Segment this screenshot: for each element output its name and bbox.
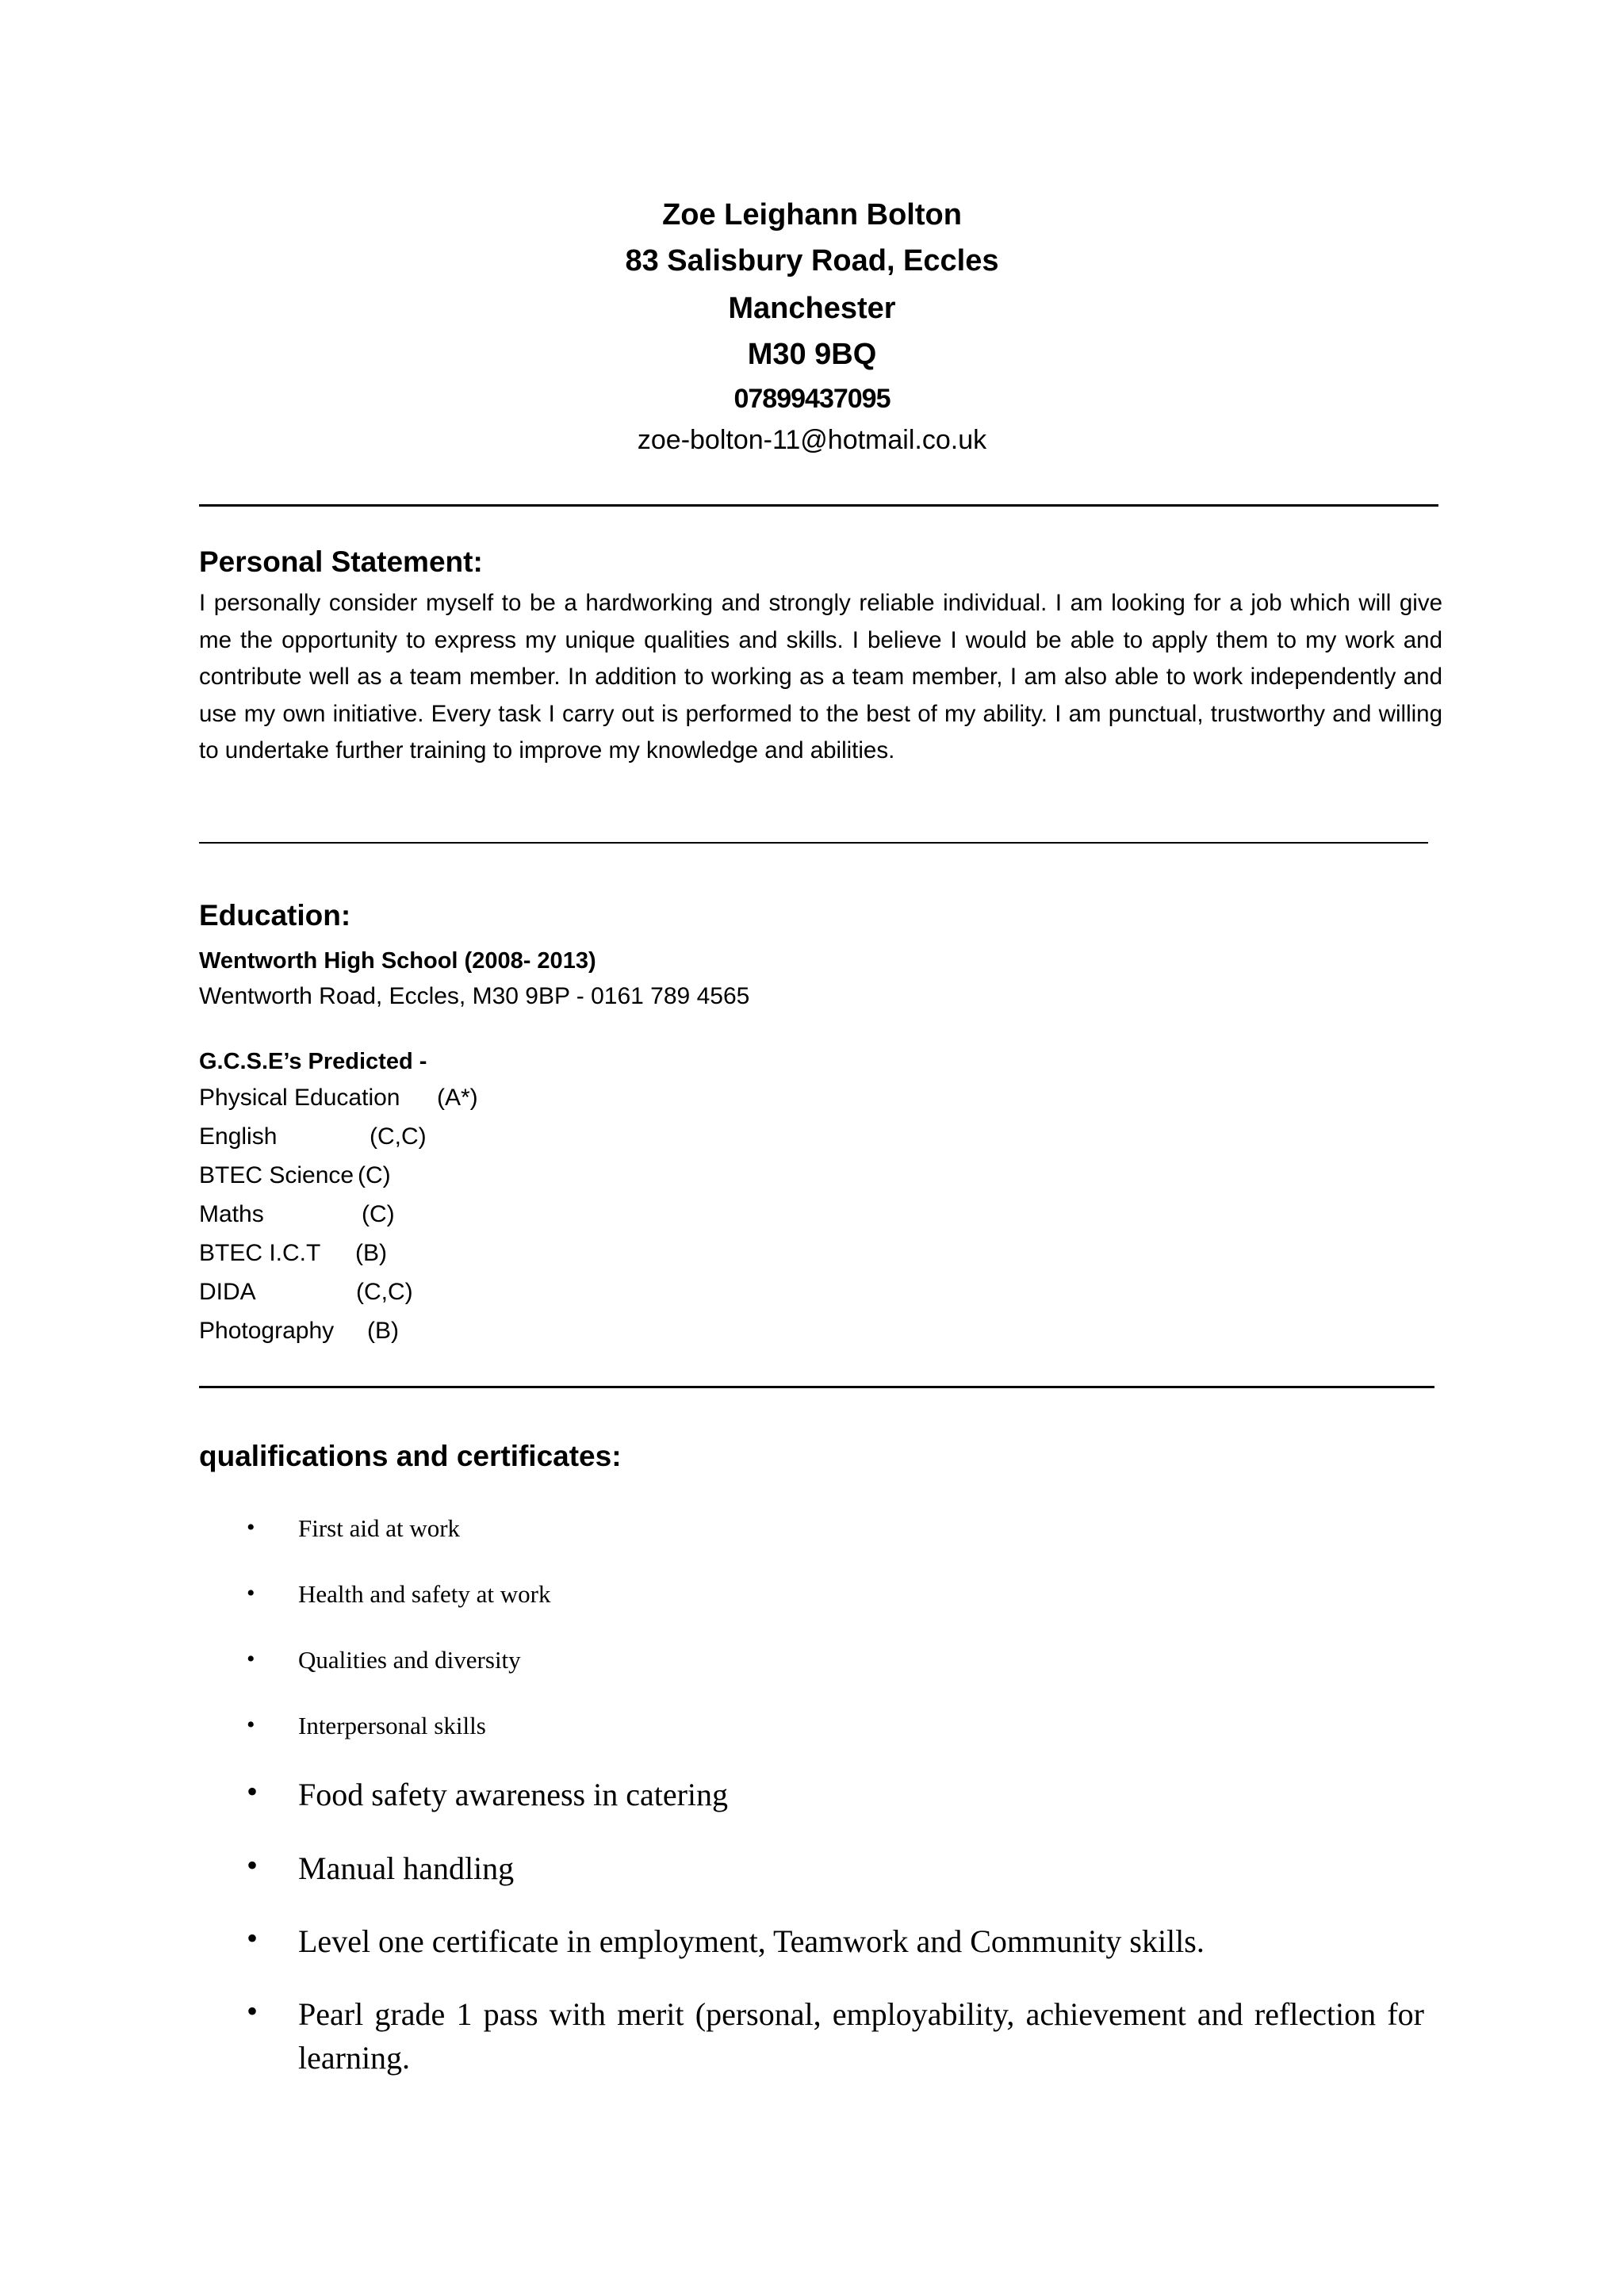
address-line-1: 83 Salisbury Road, Eccles	[625, 244, 999, 277]
qualifications-heading: qualifications and certificates:	[199, 1440, 622, 1472]
bullet-icon: •	[247, 1920, 259, 1956]
bullet-icon: •	[247, 1646, 255, 1672]
qualification-text: Interpersonal skills	[298, 1712, 486, 1739]
gcse-subject: DIDA	[199, 1279, 256, 1305]
bullet-icon: •	[247, 1514, 255, 1540]
qualification-text: Pearl grade 1 pass with merit (personal, employability, achievement and reflection for learning.	[298, 1996, 1424, 2076]
divider-education	[199, 1386, 1434, 1388]
gcse-grade: (A*)	[437, 1085, 478, 1111]
gcse-grade: (B)	[367, 1318, 399, 1344]
gcse-grade: (C,C)	[356, 1279, 413, 1305]
candidate-name: Zoe Leighann Bolton	[662, 198, 962, 232]
divider-statement	[199, 842, 1428, 844]
education-heading: Education:	[199, 899, 351, 932]
school-name: Wentworth High School (2008- 2013)	[199, 948, 596, 974]
postcode: M30 9BQ	[747, 338, 877, 371]
qualification-text: Health and safety at work	[298, 1580, 551, 1608]
gcse-subject: Photography	[199, 1318, 335, 1344]
email-address: zoe-bolton-11@hotmail.co.uk	[637, 425, 987, 455]
bullet-icon: •	[247, 1993, 259, 2029]
phone-number: 07899437095	[733, 384, 891, 414]
divider-header	[199, 504, 1438, 507]
qualification-text: Manual handling	[298, 1850, 515, 1886]
gcse-grade: (B)	[355, 1240, 387, 1266]
gcse-subject: BTEC Science	[199, 1162, 354, 1188]
gcse-grade: (C)	[358, 1162, 391, 1188]
gcse-grade: (C)	[362, 1201, 395, 1227]
gcse-subject: Physical Education	[199, 1085, 400, 1111]
qualification-text: Level one certificate in employment, Teamwork and Community skills.	[298, 1923, 1205, 1959]
gcse-subject: English	[199, 1123, 278, 1150]
gcse-subject: BTEC I.C.T	[199, 1240, 321, 1266]
school-address: Wentworth Road, Eccles, M30 9BP - 0161 789 4565	[199, 983, 750, 1009]
address-line-2: Manchester	[728, 292, 896, 325]
qualification-text: Food safety awareness in catering	[298, 1777, 729, 1812]
personal-statement-text: I personally consider myself to be a hardworking and strongly reliable individual. I am looking for a job which will give me the opportunity to express my unique qualities and skills. I believe I would be able to apply them to my work and contribute well as a team member. In addition to working as a team member, I am also able to work independently and use my own initiative. Every task I carry out is performed to the best of my ability. I am punctual, trustworthy and willing to undertake further training to improve my knowledge and abilities.	[199, 590, 1442, 763]
gcse-subject: Maths	[199, 1201, 264, 1227]
qualification-text: First aid at work	[298, 1514, 461, 1542]
gcse-grade: (C,C)	[370, 1123, 427, 1150]
qualification-text: Qualities and diversity	[298, 1646, 521, 1674]
bullet-icon: •	[247, 1774, 259, 1809]
bullet-icon: •	[247, 1580, 255, 1606]
bullet-icon: •	[247, 1712, 255, 1738]
bullet-icon: •	[247, 1847, 259, 1883]
personal-statement-heading: Personal Statement:	[199, 545, 483, 578]
gcse-heading: G.C.S.E’s Predicted -	[199, 1049, 427, 1074]
